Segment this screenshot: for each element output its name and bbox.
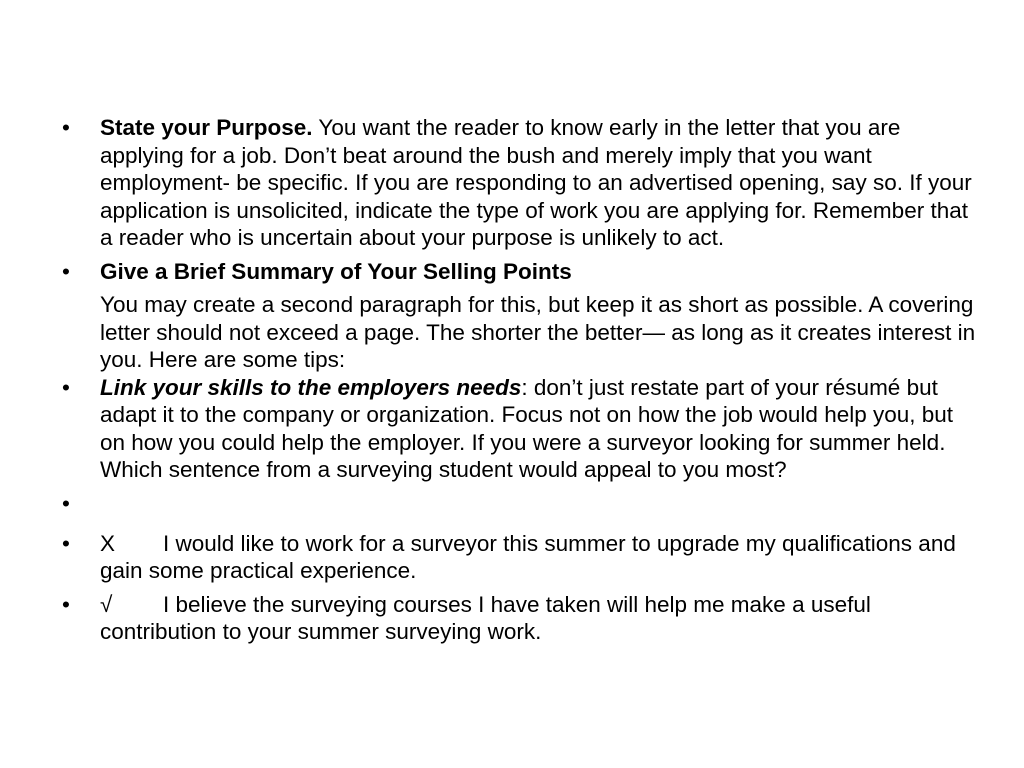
heading-link-skills: Link your skills to the employers needs (100, 374, 522, 400)
paragraph-selling-points: You may create a second paragraph for this, but keep it as short as possible. A covering letter should not exceed a page. The shorter the better— as long as it creates interest in you. Here are some tips: (100, 292, 976, 372)
bullet-dot: • (62, 530, 70, 556)
check-mark: √ (100, 591, 113, 617)
bullet-link-skills (60, 374, 980, 484)
bullet-dot: • (62, 374, 70, 400)
text-state-purpose: You want the reader to know early in the letter that you are applying for a job. Don’t beat around the bush and merely imply that you want employment- be specific. If you are responding to an advertised opening, say so. If your application is unsolicited, indicate the type of work you are applying for. Remember that a reader who is uncertain about your purpose is unlikely to act. (100, 115, 972, 250)
bullet-dot: • (62, 258, 70, 284)
heading-state-purpose: State your Purpose. (100, 115, 313, 140)
cross-mark: X (100, 530, 116, 556)
bullet-dot: • (62, 591, 70, 617)
text-link-skills: : don’t just restate part of your résumé but adapt it to the company or organization. Focus not on how the job would help you, but on how you could help the employer. If you were a surveyor looking for summer held. Which sentence from a surveying student would appeal to you most? (100, 374, 954, 482)
bullet-example-x (60, 530, 980, 585)
bullet-state-purpose (60, 114, 980, 252)
bullet-dot: • (62, 490, 70, 516)
text-example-check: I believe the surveying courses I have taken will help me make a useful contribution to your summer surveying work. (100, 591, 871, 644)
slide-content (60, 114, 980, 646)
bullet-selling-points (60, 258, 980, 286)
heading-selling-points: Give a Brief Summary of Your Selling Points (100, 258, 572, 284)
bullet-dot: • (62, 115, 70, 140)
text-example-x: I would like to work for a surveyor this summer to upgrade my qualifications and gain some practical experience. (100, 530, 956, 583)
bullet-example-check (60, 591, 980, 646)
bullet-empty (60, 490, 980, 524)
